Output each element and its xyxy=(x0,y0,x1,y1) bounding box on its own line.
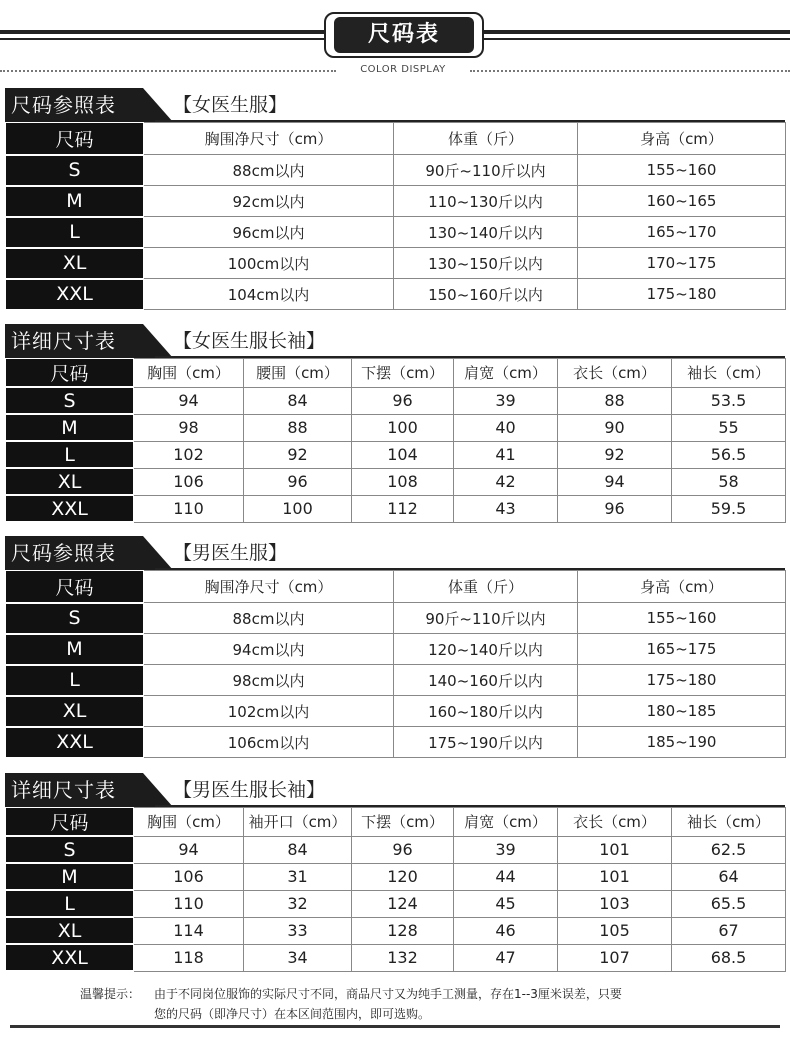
table-row xyxy=(6,727,786,758)
section-subtitle: 【女医生服】 xyxy=(173,94,288,116)
size-cell: M xyxy=(6,186,144,217)
table-cell: 160~165 xyxy=(578,186,786,217)
table-cell: 34 xyxy=(244,944,352,971)
table-cell: 132 xyxy=(352,944,454,971)
tip-line-1 xyxy=(80,984,780,1004)
size-cell: L xyxy=(6,217,144,248)
table-cell: 101 xyxy=(558,863,672,890)
section-subtitle: 【男医生服】 xyxy=(173,542,288,564)
size-cell: S xyxy=(6,603,144,634)
size-cell: M xyxy=(6,414,134,441)
table-cell: 110 xyxy=(134,495,244,522)
page-subtitle: COLOR DISPLAY xyxy=(360,64,446,75)
table-cell: 104 xyxy=(352,441,454,468)
section-rule xyxy=(155,805,785,807)
table-row xyxy=(6,279,786,310)
section-header xyxy=(5,88,785,122)
table-row xyxy=(6,836,786,863)
table-cell: 88 xyxy=(558,387,672,414)
table-cell: 112 xyxy=(352,495,454,522)
size-cell: L xyxy=(6,665,144,696)
column-header: 胸围（cm） xyxy=(134,359,244,388)
table-cell: 53.5 xyxy=(672,387,786,414)
table-row xyxy=(6,917,786,944)
column-header: 衣长（cm） xyxy=(558,359,672,388)
table-cell: 92 xyxy=(244,441,352,468)
table-row xyxy=(6,890,786,917)
column-header: 胸围净尺寸（cm） xyxy=(144,571,394,603)
table-cell: 46 xyxy=(454,917,558,944)
size-cell: XXL xyxy=(6,944,134,971)
table-cell: 67 xyxy=(672,917,786,944)
size-cell: XL xyxy=(6,248,144,279)
table-cell: 104cm以内 xyxy=(144,279,394,310)
section-banner-label: 尺码参照表 xyxy=(11,93,116,117)
table-cell: 180~185 xyxy=(578,696,786,727)
column-header: 袖开口（cm） xyxy=(244,808,352,837)
tip-text-1: 由于不同岗位服饰的实际尺寸不同，商品尺寸又为纯手工测量，存在1--3厘米误差，只要 xyxy=(154,987,622,1001)
table-cell: 130~150斤以内 xyxy=(394,248,578,279)
table-cell: 165~175 xyxy=(578,634,786,665)
section-women-detail xyxy=(5,324,785,523)
page-title: 尺码表 xyxy=(334,17,474,53)
section-rule xyxy=(155,120,785,122)
section-banner-label: 详细尺寸表 xyxy=(11,329,116,353)
dotted-divider-right xyxy=(470,70,790,72)
table-row xyxy=(6,217,786,248)
table-cell: 155~160 xyxy=(578,603,786,634)
table-row xyxy=(6,696,786,727)
column-header: 体重（斤） xyxy=(394,571,578,603)
table-cell: 96 xyxy=(352,387,454,414)
size-cell: S xyxy=(6,836,134,863)
column-header: 尺码 xyxy=(6,359,134,388)
table-row xyxy=(6,155,786,186)
size-cell: S xyxy=(6,155,144,186)
table-cell: 106cm以内 xyxy=(144,727,394,758)
size-cell: XXL xyxy=(6,495,134,522)
table-header-row xyxy=(6,571,786,603)
table-cell: 110~130斤以内 xyxy=(394,186,578,217)
table-cell: 170~175 xyxy=(578,248,786,279)
section-men-detail xyxy=(5,773,785,972)
section-rule xyxy=(155,356,785,358)
table-cell: 96 xyxy=(352,836,454,863)
table-header-row xyxy=(6,123,786,155)
table-cell: 108 xyxy=(352,468,454,495)
table-cell: 94 xyxy=(134,387,244,414)
table-row xyxy=(6,441,786,468)
table-cell: 105 xyxy=(558,917,672,944)
table-cell: 175~190斤以内 xyxy=(394,727,578,758)
table-cell: 96cm以内 xyxy=(144,217,394,248)
table-cell: 160~180斤以内 xyxy=(394,696,578,727)
table-cell: 90 xyxy=(558,414,672,441)
table-cell: 56.5 xyxy=(672,441,786,468)
table-cell: 155~160 xyxy=(578,155,786,186)
size-detail-table xyxy=(5,358,786,523)
table-row xyxy=(6,495,786,522)
table-cell: 90斤~110斤以内 xyxy=(394,155,578,186)
table-cell: 32 xyxy=(244,890,352,917)
table-cell: 98 xyxy=(134,414,244,441)
table-cell: 62.5 xyxy=(672,836,786,863)
size-detail-table xyxy=(5,807,786,972)
size-cell: XXL xyxy=(6,279,144,310)
column-header: 下摆（cm） xyxy=(352,359,454,388)
table-row xyxy=(6,944,786,971)
table-row xyxy=(6,248,786,279)
table-cell: 68.5 xyxy=(672,944,786,971)
table-cell: 65.5 xyxy=(672,890,786,917)
size-cell: L xyxy=(6,441,134,468)
table-cell: 43 xyxy=(454,495,558,522)
table-cell: 100 xyxy=(244,495,352,522)
dotted-divider-left xyxy=(0,70,336,72)
section-subtitle: 【女医生服长袖】 xyxy=(173,330,326,352)
column-header: 肩宽（cm） xyxy=(454,808,558,837)
column-header: 尺码 xyxy=(6,123,144,155)
table-cell: 84 xyxy=(244,836,352,863)
table-cell: 120 xyxy=(352,863,454,890)
table-cell: 96 xyxy=(244,468,352,495)
table-cell: 114 xyxy=(134,917,244,944)
table-cell: 118 xyxy=(134,944,244,971)
table-row xyxy=(6,186,786,217)
table-cell: 96 xyxy=(558,495,672,522)
table-header-row xyxy=(6,808,786,837)
table-row xyxy=(6,387,786,414)
section-header xyxy=(5,536,785,570)
section-subtitle: 【男医生服长袖】 xyxy=(173,779,326,801)
table-cell: 39 xyxy=(454,836,558,863)
table-cell: 107 xyxy=(558,944,672,971)
column-header: 下摆（cm） xyxy=(352,808,454,837)
column-header: 肩宽（cm） xyxy=(454,359,558,388)
table-cell: 55 xyxy=(672,414,786,441)
table-cell: 98cm以内 xyxy=(144,665,394,696)
table-cell: 106 xyxy=(134,863,244,890)
table-row xyxy=(6,603,786,634)
table-cell: 175~180 xyxy=(578,279,786,310)
table-row xyxy=(6,863,786,890)
column-header: 腰围（cm） xyxy=(244,359,352,388)
section-banner-label: 尺码参照表 xyxy=(11,541,116,565)
table-cell: 39 xyxy=(454,387,558,414)
column-header: 袖长（cm） xyxy=(672,359,786,388)
table-cell: 88cm以内 xyxy=(144,603,394,634)
section-rule xyxy=(155,568,785,570)
size-cell: XXL xyxy=(6,727,144,758)
table-cell: 92cm以内 xyxy=(144,186,394,217)
column-header: 袖长（cm） xyxy=(672,808,786,837)
column-header: 尺码 xyxy=(6,808,134,837)
table-cell: 120~140斤以内 xyxy=(394,634,578,665)
table-cell: 31 xyxy=(244,863,352,890)
size-cell: M xyxy=(6,863,134,890)
column-header: 胸围净尺寸（cm） xyxy=(144,123,394,155)
table-cell: 44 xyxy=(454,863,558,890)
table-cell: 103 xyxy=(558,890,672,917)
page-header xyxy=(0,0,790,80)
section-banner-label: 详细尺寸表 xyxy=(11,778,116,802)
table-cell: 94cm以内 xyxy=(144,634,394,665)
column-header: 胸围（cm） xyxy=(134,808,244,837)
table-row xyxy=(6,634,786,665)
table-cell: 58 xyxy=(672,468,786,495)
table-cell: 175~180 xyxy=(578,665,786,696)
tip-label: 温馨提示： xyxy=(80,987,141,1001)
size-reference-table xyxy=(5,570,786,759)
table-cell: 45 xyxy=(454,890,558,917)
table-cell: 106 xyxy=(134,468,244,495)
table-cell: 128 xyxy=(352,917,454,944)
table-cell: 84 xyxy=(244,387,352,414)
column-header: 体重（斤） xyxy=(394,123,578,155)
column-header: 身高（cm） xyxy=(578,571,786,603)
size-cell: XL xyxy=(6,917,134,944)
table-cell: 165~170 xyxy=(578,217,786,248)
table-cell: 59.5 xyxy=(672,495,786,522)
table-cell: 92 xyxy=(558,441,672,468)
table-cell: 94 xyxy=(558,468,672,495)
size-cell: S xyxy=(6,387,134,414)
column-header: 衣长（cm） xyxy=(558,808,672,837)
table-cell: 41 xyxy=(454,441,558,468)
size-cell: M xyxy=(6,634,144,665)
section-women-reference xyxy=(5,88,785,311)
table-cell: 102cm以内 xyxy=(144,696,394,727)
column-header: 尺码 xyxy=(6,571,144,603)
size-cell: L xyxy=(6,890,134,917)
table-cell: 90斤~110斤以内 xyxy=(394,603,578,634)
table-cell: 94 xyxy=(134,836,244,863)
size-cell: XL xyxy=(6,468,134,495)
section-men-reference xyxy=(5,536,785,759)
table-cell: 42 xyxy=(454,468,558,495)
table-cell: 150~160斤以内 xyxy=(394,279,578,310)
column-header: 身高（cm） xyxy=(578,123,786,155)
section-header xyxy=(5,324,785,358)
table-row xyxy=(6,665,786,696)
tip-note xyxy=(80,984,780,1024)
section-header xyxy=(5,773,785,807)
table-cell: 124 xyxy=(352,890,454,917)
table-cell: 185~190 xyxy=(578,727,786,758)
table-cell: 47 xyxy=(454,944,558,971)
table-cell: 101 xyxy=(558,836,672,863)
table-cell: 100 xyxy=(352,414,454,441)
table-row xyxy=(6,414,786,441)
table-cell: 33 xyxy=(244,917,352,944)
size-reference-table xyxy=(5,122,786,311)
table-cell: 130~140斤以内 xyxy=(394,217,578,248)
table-cell: 102 xyxy=(134,441,244,468)
table-cell: 88cm以内 xyxy=(144,155,394,186)
size-cell: XL xyxy=(6,696,144,727)
table-cell: 64 xyxy=(672,863,786,890)
table-cell: 100cm以内 xyxy=(144,248,394,279)
table-cell: 88 xyxy=(244,414,352,441)
table-cell: 140~160斤以内 xyxy=(394,665,578,696)
table-row xyxy=(6,468,786,495)
footer-rule xyxy=(10,1025,780,1028)
table-header-row xyxy=(6,359,786,388)
table-cell: 40 xyxy=(454,414,558,441)
tip-text-2: 您的尺码（即净尺寸）在本区间范围内，即可选购。 xyxy=(154,1007,431,1021)
table-cell: 110 xyxy=(134,890,244,917)
